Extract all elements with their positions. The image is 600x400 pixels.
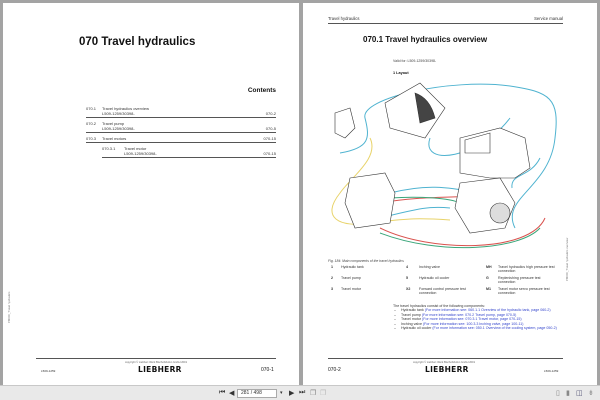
layout-subheading: 1 Layout [393, 71, 409, 75]
left-page [3, 3, 299, 385]
section-title: 070.1 Travel hydraulics overview [363, 35, 488, 44]
list-item: – Hydraulic oil cooler (For more information see: 050.1 Overview of the cooling system, page 050-2) [393, 326, 573, 330]
cross-reference-link[interactable]: (For more information see: 070.2 Travel pump, page 070-5) [421, 312, 517, 317]
continuous-page-icon[interactable]: ▮ [566, 390, 570, 397]
cross-reference-link[interactable]: (For more information see: 050.1 Overview of the cooling system, page 050-2) [432, 326, 557, 331]
toc-entry[interactable]: 070.3.1 Travel motor L509-1259/30398- 070-15 [102, 146, 276, 156]
right-page: Travel hydraulics Service manual 070.1 Travel hydraulics overview Valid for: L509-1259/30398- 1 Layout Fig. 184: Main components of the travel hydraulics 1 Hydraulic tank 2 Travel pump 3 Travel motor 4 Inching valve 5 Hydraulic oil cooler X2 Forward control pressure test connection MH Travel hydraulics high pressure test connection G Replenishing pressure test connection M1 Travel motor servo pressure test connection The travel hydraulics consist of the following components: – Hydraulic tank (For more information see: 060.1.1 Overview of the hydraulic tank, page 060-2) – Travel pump (For more information see: 070.2 Travel pump, page 070-5) – Travel motor (For more information see: 070.3.1 Travel motor, page 070-15) – Inching valve (For more information see: 100.3.3 Inching valve, page 100-11) – Hydraulic oil cooler (For more information see: 050.1 Overview of the cooling system, page 050-2) PM000_Travel hydraulics overview 070-2 copyright © Liebherr-Werk Bischofshofen GmbH 2019 LIEBHERR L509-1259 [303, 3, 597, 385]
paste-icon[interactable]: ❐ [320, 390, 327, 397]
viewer-toolbar [0, 385, 600, 400]
footer-page-number: 070-1 [261, 367, 274, 373]
next-page-icon[interactable]: ▶ [289, 390, 295, 397]
hydraulic-tank [460, 128, 530, 178]
header-left: Travel hydraulics [328, 16, 360, 21]
contents-heading: Contents [247, 87, 276, 94]
page-number-input[interactable]: 281 / 498 [237, 389, 277, 398]
page-dropdown-icon[interactable]: ▾ [280, 390, 283, 396]
prev-page-icon[interactable]: ◀ [229, 390, 235, 397]
list-item: – Hydraulic tank (For more information see: 060.1.1 Overview of the hydraulic tank, page 060-2) [393, 308, 573, 312]
liebherr-logo: LIEBHERR [425, 365, 469, 374]
oil-cooler [385, 83, 445, 138]
cross-reference-link[interactable]: (For more information see: 060.1.1 Overview of the hydraulic tank, page 060-2) [424, 308, 551, 313]
footer-divider [36, 358, 276, 359]
footer-divider [328, 358, 563, 359]
fit-page-icon[interactable]: ⇟ [588, 390, 594, 397]
footer-model: L509-1259 [544, 369, 559, 373]
toc-entry[interactable]: 070.2 Travel pump L509-1259/30398- 070-5 [86, 121, 276, 131]
valid-for: Valid for: L509-1259/30398- [393, 59, 437, 63]
cross-reference-link[interactable]: (For more information see: 070.3.1 Travel motor, page 070-15) [422, 317, 522, 322]
first-page-icon[interactable]: ⏮ [219, 389, 226, 396]
copy-icon[interactable]: ❐ [310, 390, 317, 397]
table-of-contents [86, 106, 276, 161]
liebherr-logo: LIEBHERR [138, 365, 182, 374]
cross-reference-link[interactable]: (For more information see: 100.3.3 Inching valve, page 100-11) [422, 321, 524, 326]
components-list [393, 304, 573, 330]
travel-motor [345, 173, 395, 228]
footer-copyright: copyright © Liebherr-Werk Bischofshofen GmbH 2019 [125, 361, 187, 364]
footer-page-number: 070-2 [328, 367, 341, 373]
header-right: Service manual [534, 16, 563, 21]
figure-caption: Fig. 184: Main components of the travel hydraulics [328, 259, 404, 263]
toc-entry[interactable]: 070.1 Travel hydraulics overview L509-1259/30398- 070-2 [86, 106, 276, 116]
two-page-icon[interactable]: ◫ [576, 390, 583, 397]
inching-valve [335, 108, 355, 138]
components-intro: The travel hydraulics consist of the following components: [393, 304, 485, 308]
toc-entry[interactable]: 070.3 Travel motors 070-15 [86, 136, 276, 141]
list-item: – Travel motor (For more information see: 070.3.1 Travel motor, page 070-15) [393, 317, 573, 321]
last-page-icon[interactable]: ⏭ [299, 389, 306, 396]
single-page-icon[interactable]: ▯ [556, 390, 560, 397]
list-item: – Travel pump (For more information see: 070.2 Travel pump, page 070-5) [393, 313, 573, 317]
header-divider [328, 23, 563, 24]
footer-model: L509-1259 [41, 369, 56, 373]
chapter-title: 070 Travel hydraulics [79, 36, 196, 48]
hydraulics-diagram [310, 78, 570, 260]
side-text: PM000_Travel hydraulics overview [565, 237, 569, 281]
footer-copyright: copyright © Liebherr-Werk Bischofshofen GmbH 2019 [413, 361, 475, 364]
side-text: PM000_Travel hydraulics [7, 291, 11, 323]
list-item: – Inching valve (For more information see: 100.3.3 Inching valve, page 100-11) [393, 322, 573, 326]
